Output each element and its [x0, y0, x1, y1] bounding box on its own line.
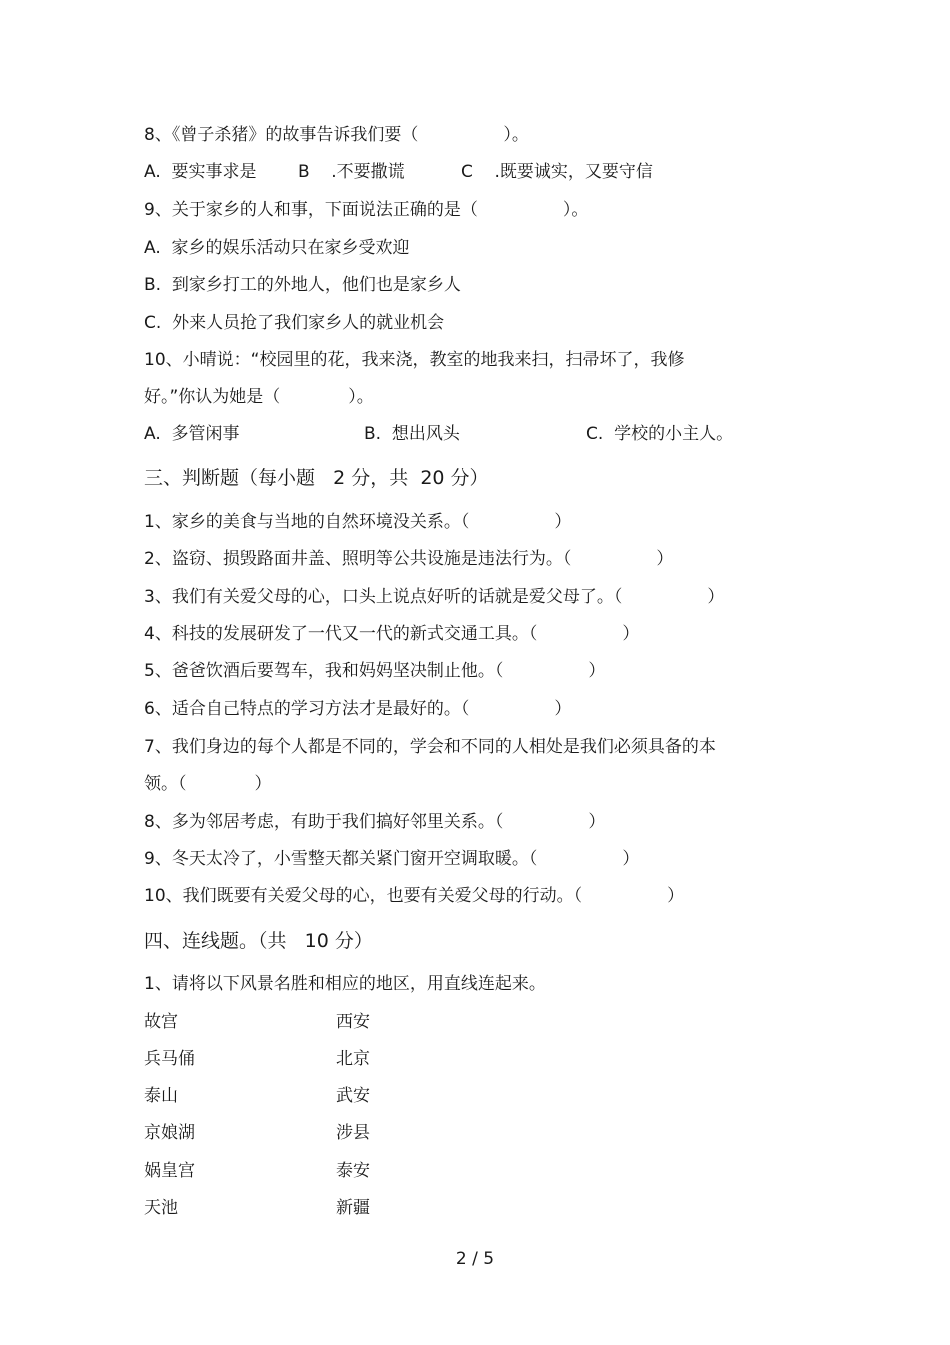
- q9-option-b: B. 到家乡打工的外地人，他们也是家乡人: [144, 275, 461, 295]
- judge-item-1: 1、家乡的美食与当地的自然环境没关系。（ ）: [144, 512, 572, 532]
- match-left-3: 泰山: [144, 1086, 178, 1106]
- judge-item-9: 9、冬天太冷了，小雪整天都关紧门窗开空调取暖。（ ）: [144, 849, 640, 869]
- q10-stem-line2: 好。”你认为她是（ ）。: [144, 387, 374, 407]
- match-right-5: 泰安: [336, 1161, 370, 1181]
- match-right-4: 涉县: [336, 1123, 370, 1143]
- judge-item-6: 6、适合自己特点的学习方法才是最好的。（ ）: [144, 699, 572, 719]
- judge-item-10: 10、我们既要有关爱父母的心，也要有关爱父母的行动。（ ）: [144, 886, 685, 906]
- section3-title: 三、判断题（每小题 2 分，共 20 分）: [144, 467, 489, 489]
- match-left-1: 故宫: [144, 1012, 178, 1032]
- match-right-1: 西安: [336, 1012, 370, 1032]
- q10-stem-line1: 10、小晴说：“校园里的花，我来浇，教室的地我来扫，扫帚坏了，我修: [144, 350, 685, 370]
- q9-stem: 9、关于家乡的人和事，下面说法正确的是（ ）。: [144, 200, 589, 220]
- q10-option-a: A. 多管闲事: [144, 424, 240, 444]
- q10-option-c: C. 学校的小主人。: [586, 424, 734, 444]
- match-left-6: 天池: [144, 1198, 178, 1218]
- judge-item-7-line2: 领。（ ）: [144, 774, 272, 794]
- q8-stem: 8、《曾子杀猪》的故事告诉我们要（ ）。: [144, 125, 529, 145]
- judge-item-4: 4、科技的发展研发了一代又一代的新式交通工具。（ ）: [144, 624, 640, 644]
- match-right-6: 新疆: [336, 1198, 370, 1218]
- q8-option-a: A. 要实事求是: [144, 162, 257, 182]
- match-left-4: 京娘湖: [144, 1123, 195, 1143]
- match-right-2: 北京: [336, 1049, 370, 1069]
- q8-option-c: C .既要诚实，又要守信: [461, 162, 653, 182]
- q9-option-a: A. 家乡的娱乐活动只在家乡受欢迎: [144, 238, 410, 258]
- page-number: 2 / 5: [455, 1249, 495, 1269]
- judge-item-3: 3、我们有关爱父母的心，口头上说点好听的话就是爱父母了。（ ）: [144, 587, 725, 607]
- judge-item-2: 2、盗窃、损毁路面井盖、照明等公共设施是违法行为。（ ）: [144, 549, 674, 569]
- match-question-1: 1、请将以下风景名胜和相应的地区，用直线连起来。: [144, 974, 546, 994]
- q9-option-c: C. 外来人员抢了我们家乡人的就业机会: [144, 313, 445, 333]
- judge-item-5: 5、爸爸饮酒后要驾车，我和妈妈坚决制止他。（ ）: [144, 661, 606, 681]
- section4-title: 四、连线题。（共 10 分）: [144, 930, 373, 952]
- match-right-3: 武安: [336, 1086, 370, 1106]
- match-left-5: 娲皇宫: [144, 1161, 195, 1181]
- q10-option-b: B. 想出风头: [364, 424, 460, 444]
- match-left-2: 兵马俑: [144, 1049, 195, 1069]
- q8-option-b: B .不要撒谎: [298, 162, 405, 182]
- judge-item-7-line1: 7、我们身边的每个人都是不同的，学会和不同的人相处是我们必须具备的本: [144, 737, 716, 757]
- judge-item-8: 8、多为邻居考虑，有助于我们搞好邻里关系。（ ）: [144, 812, 606, 832]
